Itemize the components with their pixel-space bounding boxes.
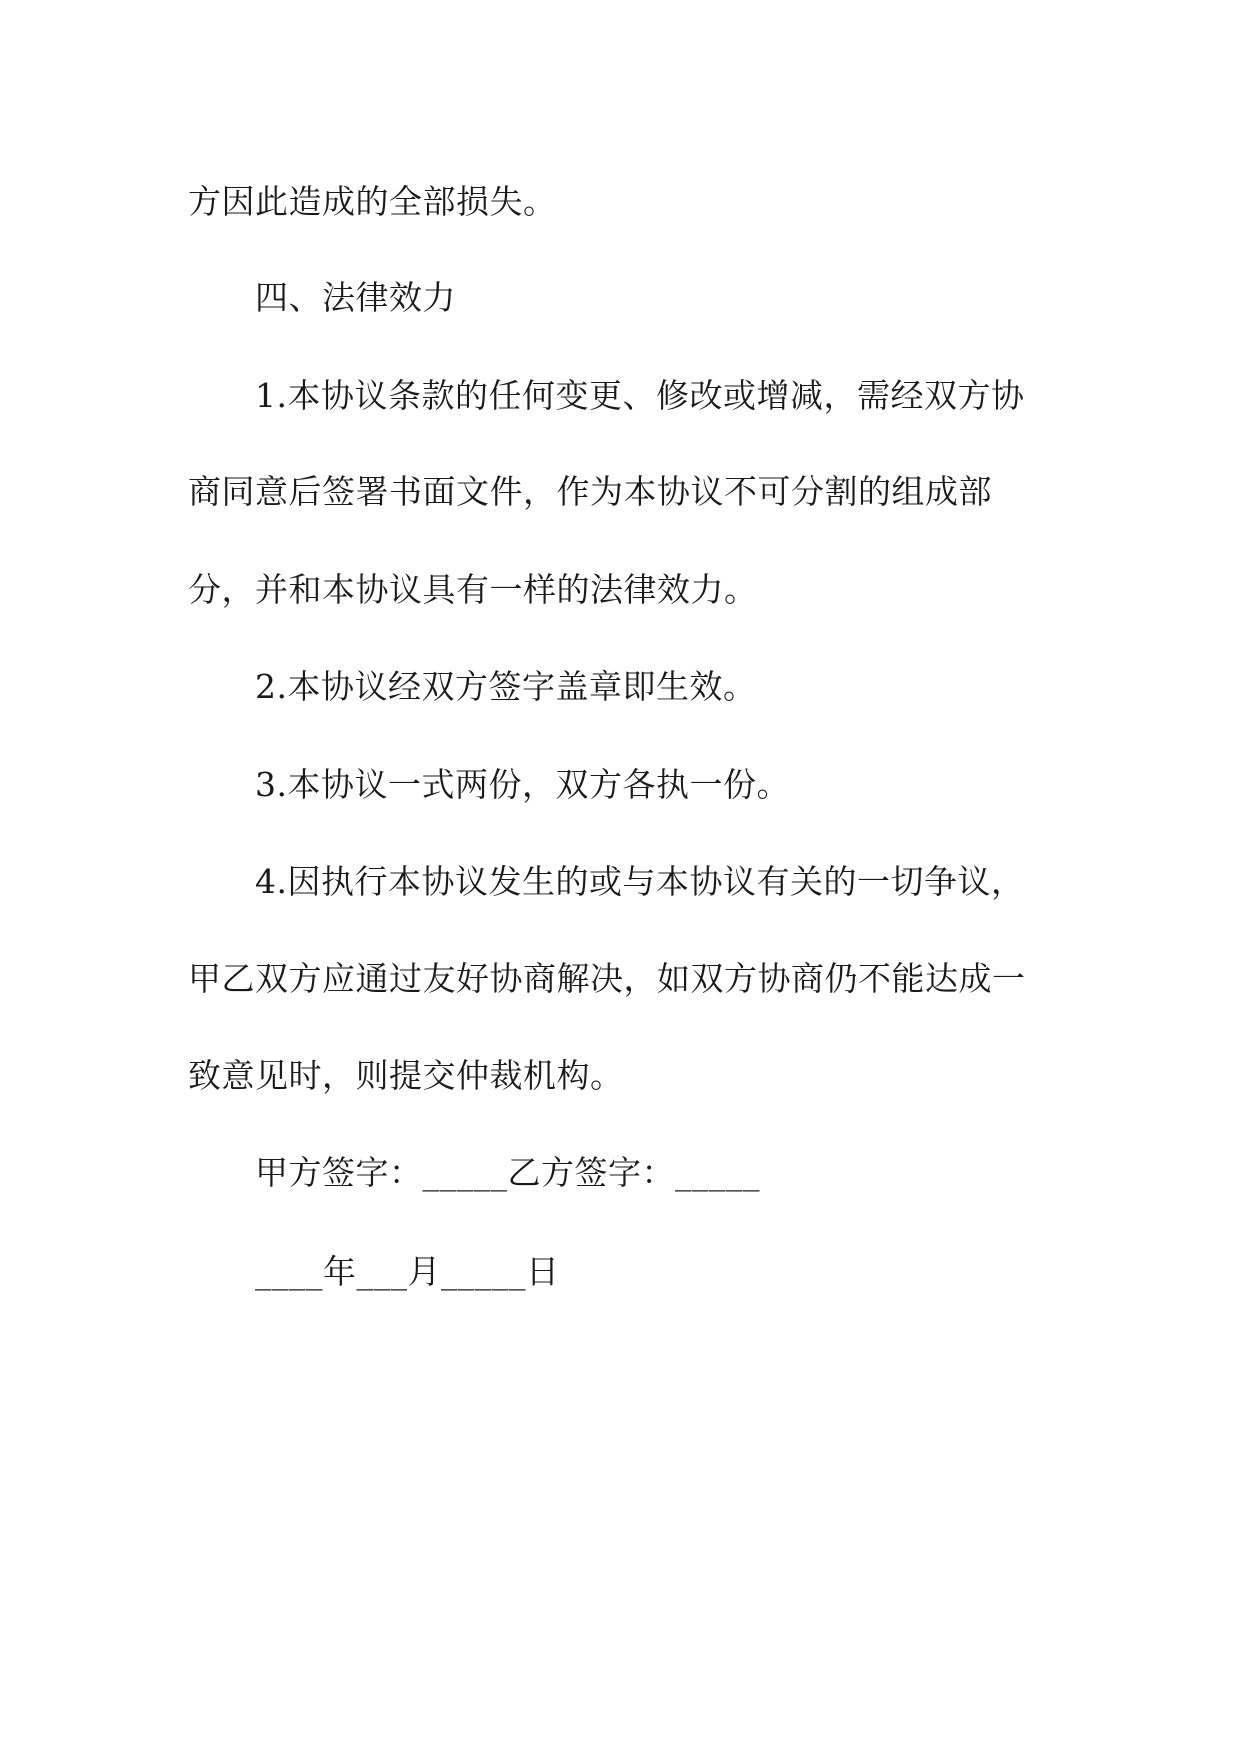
section-heading: 四、法律效力 <box>255 278 456 317</box>
clause-2-line: 2.本协议经双方签字盖章即生效。 <box>255 667 757 706</box>
clause-3-line: 3.本协议一式两份，双方各执一份。 <box>255 765 790 804</box>
clause-4-line: 甲乙双方应通过友好协商解决，如双方协商仍不能达成一 <box>188 959 1026 998</box>
clause-1-line: 分，并和本协议具有一样的法律效力。 <box>188 570 758 609</box>
date-line: ____年___月_____日 <box>255 1252 560 1291</box>
clause-4-line: 4.因执行本协议发生的或与本协议有关的一切争议， <box>255 862 1025 901</box>
clause-1-line: 商同意后签署书面文件，作为本协议不可分割的组成部 <box>188 472 992 511</box>
clause-4-line: 致意见时，则提交仲裁机构。 <box>188 1056 624 1095</box>
paragraph-line: 方因此造成的全部损失。 <box>188 182 557 221</box>
signature-line: 甲方签字：_____乙方签字：_____ <box>255 1153 760 1192</box>
clause-1-line: 1.本协议条款的任何变更、修改或增减，需经双方协 <box>255 376 1025 415</box>
